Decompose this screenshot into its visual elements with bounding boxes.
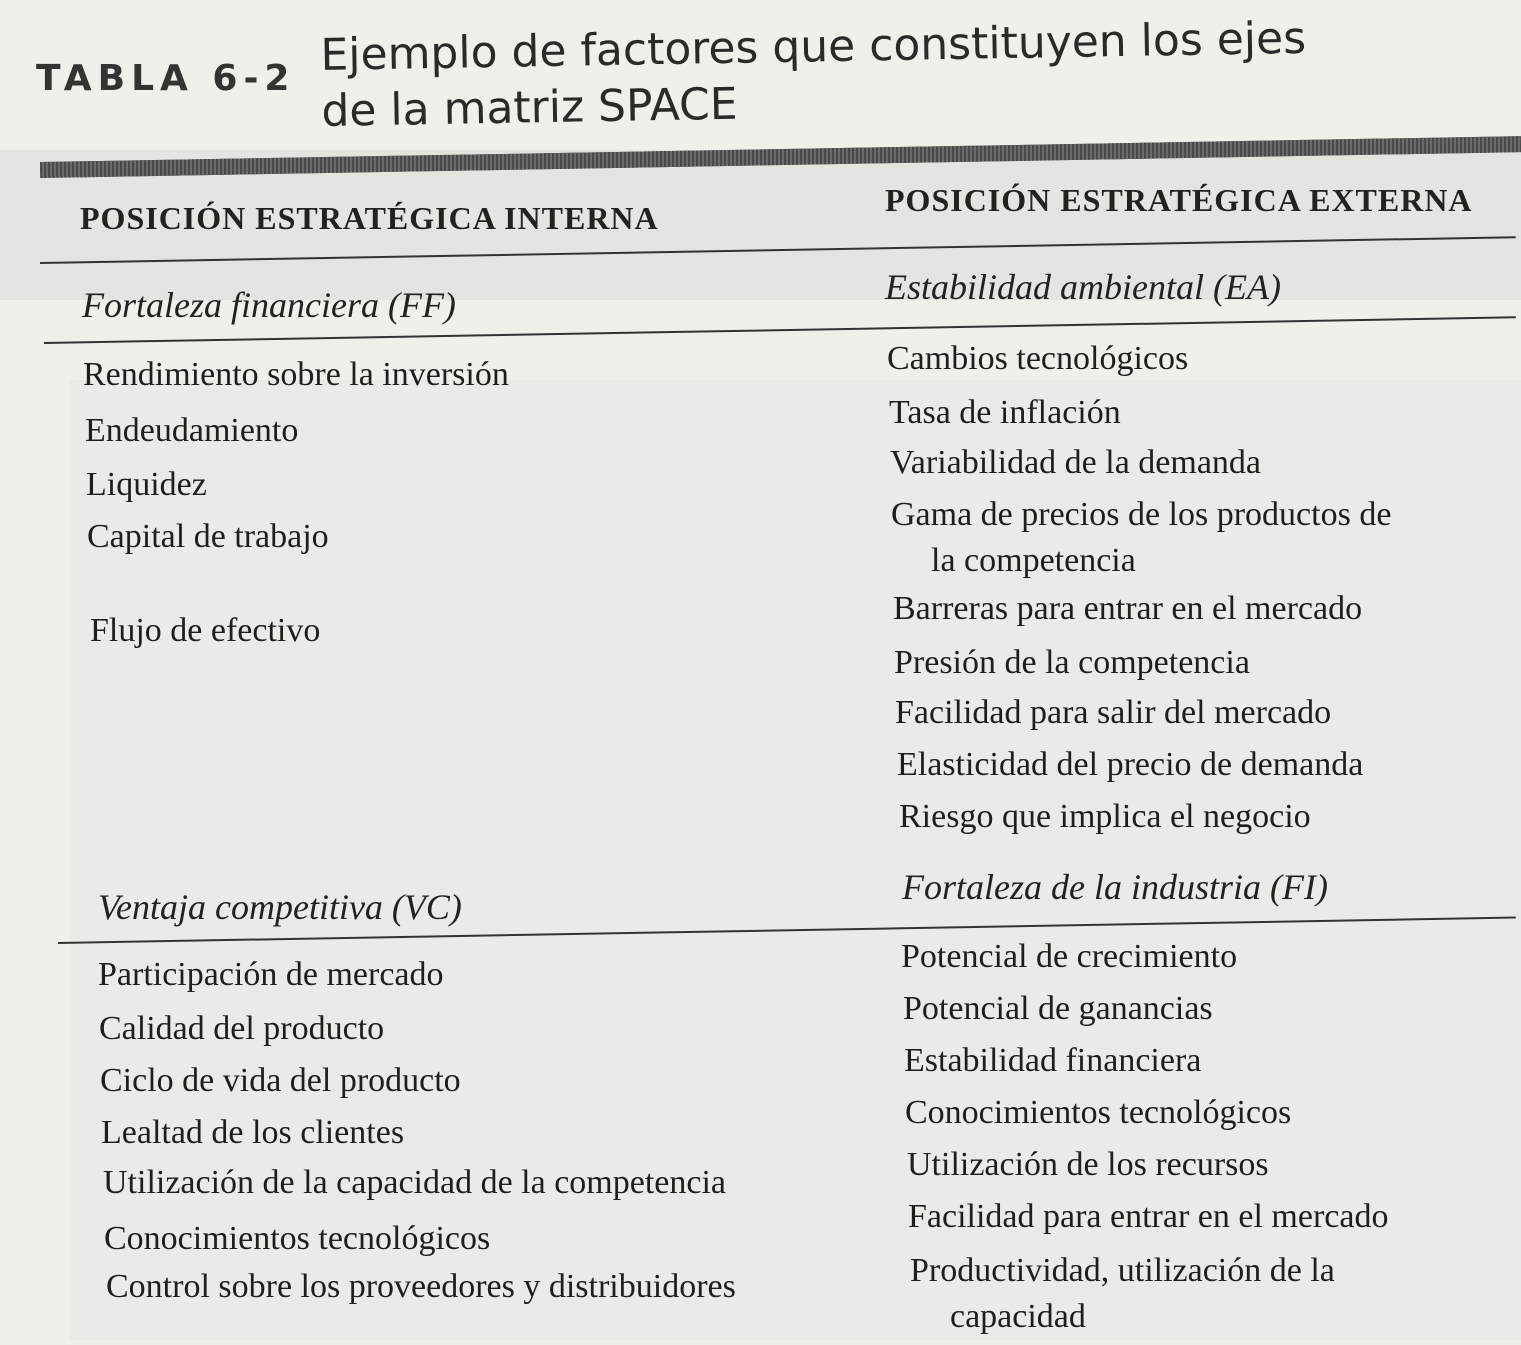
table-title-line-2: de la matriz SPACE: [321, 78, 738, 137]
fi-item: Estabilidad financiera: [904, 1042, 1202, 1079]
vc-item: Participación de mercado: [98, 956, 444, 993]
vc-item: Calidad del producto: [99, 1010, 385, 1047]
vc-item: Utilización de la capacidad de la competencia: [103, 1164, 727, 1201]
ea-item-continued: la competencia: [931, 542, 1136, 579]
fi-item-continued: capacidad: [950, 1298, 1086, 1335]
fi-item: Potencial de ganancias: [903, 990, 1213, 1027]
table-title-line-1: Ejemplo de factores que constituyen los ejes: [320, 12, 1307, 81]
ea-item: Gama de precios de los productos de: [891, 496, 1392, 533]
ff-item: Liquidez: [86, 466, 207, 503]
ff-item: Rendimiento sobre la inversión: [83, 356, 509, 393]
section-vc-title: Ventaja competitiva (VC): [98, 887, 462, 927]
ea-item: Elasticidad del precio de demanda: [897, 746, 1364, 783]
ea-item: Facilidad para salir del mercado: [895, 694, 1332, 731]
fi-item: Utilización de los recursos: [907, 1146, 1269, 1183]
table-title: [320, 11, 1307, 140]
ff-item: Capital de trabajo: [87, 518, 329, 555]
ea-item: Tasa de inflación: [889, 394, 1121, 431]
ea-item: Presión de la competencia: [894, 644, 1250, 681]
ea-item: Riesgo que implica el negocio: [899, 798, 1311, 835]
section-ff-title: Fortaleza financiera (FF): [82, 285, 456, 325]
ea-item: Variabilidad de la demanda: [890, 444, 1262, 481]
internal-heading: POSICIÓN ESTRATÉGICA INTERNA: [80, 200, 659, 236]
vc-item: Conocimientos tecnológicos: [104, 1220, 491, 1257]
external-heading: POSICIÓN ESTRATÉGICA EXTERNA: [885, 182, 1473, 218]
fi-item: Conocimientos tecnológicos: [905, 1094, 1292, 1131]
section-fi-title: Fortaleza de la industria (FI): [902, 867, 1328, 907]
fi-item: Productividad, utilización de la: [910, 1252, 1335, 1289]
fi-item: Facilidad para entrar en el mercado: [908, 1198, 1389, 1235]
vc-item: Control sobre los proveedores y distribuidores: [106, 1268, 736, 1305]
section-ea-title: Estabilidad ambiental (EA): [885, 267, 1281, 307]
vc-item: Lealtad de los clientes: [101, 1114, 405, 1151]
fi-item: Potencial de crecimiento: [901, 938, 1238, 975]
table-label: TABLA 6-2: [36, 58, 296, 99]
vc-item: Ciclo de vida del producto: [100, 1062, 461, 1099]
ff-item: Endeudamiento: [85, 412, 299, 449]
ff-item: Flujo de efectivo: [90, 612, 321, 649]
ea-item: Barreras para entrar en el mercado: [893, 590, 1363, 627]
ea-item: Cambios tecnológicos: [887, 340, 1189, 377]
